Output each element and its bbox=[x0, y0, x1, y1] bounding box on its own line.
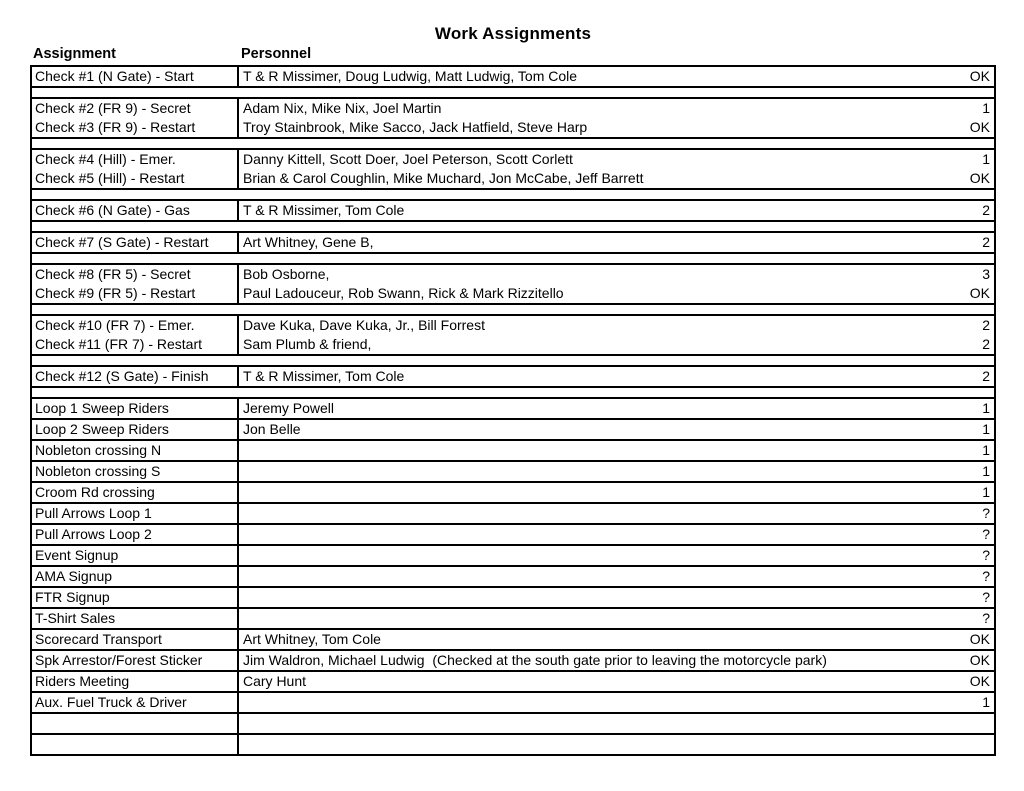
status-cell: 2 bbox=[982, 202, 990, 218]
personnel-cell bbox=[239, 588, 954, 607]
group-separator bbox=[30, 88, 996, 97]
status-cell: 2 bbox=[982, 368, 990, 384]
group-separator bbox=[30, 388, 996, 397]
column-header-assignment: Assignment bbox=[33, 46, 116, 62]
assignment-cell: Check #9 (FR 5) - Restart bbox=[32, 284, 239, 303]
table-row bbox=[32, 265, 994, 284]
group-separator bbox=[30, 254, 996, 263]
personnel-cell: Jeremy Powell bbox=[243, 400, 335, 416]
status-cell: ? bbox=[982, 610, 990, 626]
personnel-cell bbox=[239, 714, 954, 733]
personnel-cell: Cary Hunt bbox=[243, 673, 307, 689]
check-group bbox=[30, 148, 996, 190]
column-header-personnel: Personnel bbox=[241, 46, 312, 62]
group-separator bbox=[30, 305, 996, 314]
assignment-cell: Loop 1 Sweep Riders bbox=[32, 399, 239, 418]
table-row bbox=[32, 609, 994, 630]
assignment-cell: Check #11 (FR 7) - Restart bbox=[32, 335, 239, 354]
table-row bbox=[32, 367, 994, 386]
personnel-cell bbox=[239, 504, 954, 523]
check-group bbox=[30, 199, 996, 222]
personnel-cell: Jim Waldron, Michael Ludwig (Checked at the south gate prior to leaving the motorcycle park) bbox=[243, 652, 827, 668]
group-separator bbox=[30, 190, 996, 199]
table-row bbox=[32, 150, 994, 169]
status-cell: 1 bbox=[982, 463, 990, 479]
status-cell: 2 bbox=[982, 234, 990, 250]
assignment-cell bbox=[32, 735, 239, 754]
group-separator bbox=[30, 139, 996, 148]
status-cell: ? bbox=[982, 568, 990, 584]
assignment-cell: AMA Signup bbox=[32, 567, 239, 586]
personnel-cell bbox=[239, 462, 954, 481]
personnel-cell: Troy Stainbrook, Mike Sacco, Jack Hatfield, Steve Harp bbox=[243, 119, 588, 135]
assignment-cell: Event Signup bbox=[32, 546, 239, 565]
personnel-cell: T & R Missimer, Tom Cole bbox=[243, 202, 405, 218]
status-cell: OK bbox=[969, 68, 990, 84]
table-row bbox=[32, 525, 994, 546]
status-cell: ? bbox=[982, 589, 990, 605]
status-cell: 1 bbox=[982, 100, 990, 116]
group-separator bbox=[30, 356, 996, 365]
status-cell: OK bbox=[969, 673, 990, 689]
table-row bbox=[32, 483, 994, 504]
status-cell: ? bbox=[982, 526, 990, 542]
table-row bbox=[32, 546, 994, 567]
status-cell: 2 bbox=[982, 317, 990, 333]
assignment-cell: Spk Arrestor/Forest Sticker bbox=[32, 651, 239, 670]
personnel-cell: Art Whitney, Gene B, bbox=[243, 234, 374, 250]
table-row bbox=[32, 693, 994, 714]
status-cell: 1 bbox=[982, 694, 990, 710]
status-cell: 1 bbox=[982, 151, 990, 167]
table-row bbox=[32, 735, 994, 756]
task-grid bbox=[30, 397, 996, 756]
column-headers bbox=[30, 46, 996, 62]
assignment-cell: Croom Rd crossing bbox=[32, 483, 239, 502]
assignment-cell: Loop 2 Sweep Riders bbox=[32, 420, 239, 439]
assignment-cell: T-Shirt Sales bbox=[32, 609, 239, 628]
personnel-cell: Adam Nix, Mike Nix, Joel Martin bbox=[243, 100, 442, 116]
table-row bbox=[32, 118, 994, 137]
status-cell: ? bbox=[982, 505, 990, 521]
status-cell: OK bbox=[969, 652, 990, 668]
assignment-cell: Check #1 (N Gate) - Start bbox=[32, 67, 239, 86]
assignment-cell: Check #6 (N Gate) - Gas bbox=[32, 201, 239, 220]
status-cell bbox=[954, 714, 994, 733]
personnel-cell: Brian & Carol Coughlin, Mike Muchard, Jon McCabe, Jeff Barrett bbox=[243, 170, 644, 186]
assignment-cell: Check #10 (FR 7) - Emer. bbox=[32, 316, 239, 335]
status-cell: ? bbox=[982, 547, 990, 563]
table-row bbox=[32, 462, 994, 483]
check-group bbox=[30, 314, 996, 356]
table-row bbox=[32, 233, 994, 252]
assignment-cell: Check #8 (FR 5) - Secret bbox=[32, 265, 239, 284]
check-group bbox=[30, 65, 996, 88]
personnel-cell bbox=[239, 525, 954, 544]
status-cell: OK bbox=[969, 119, 990, 135]
assignment-cell: Pull Arrows Loop 1 bbox=[32, 504, 239, 523]
assignment-cell: Check #2 (FR 9) - Secret bbox=[32, 99, 239, 118]
personnel-cell bbox=[239, 735, 954, 754]
table-row bbox=[32, 99, 994, 118]
table-row bbox=[32, 284, 994, 303]
table-row bbox=[32, 588, 994, 609]
status-cell: 1 bbox=[982, 400, 990, 416]
check-group bbox=[30, 231, 996, 254]
personnel-cell bbox=[239, 609, 954, 628]
table-row bbox=[32, 567, 994, 588]
check-group bbox=[30, 97, 996, 139]
assignment-cell: Nobleton crossing S bbox=[32, 462, 239, 481]
personnel-cell: Bob Osborne, bbox=[243, 266, 330, 282]
personnel-cell: T & R Missimer, Doug Ludwig, Matt Ludwig, Tom Cole bbox=[243, 68, 578, 84]
personnel-cell bbox=[239, 441, 954, 460]
assignment-cell: Check #7 (S Gate) - Restart bbox=[32, 233, 239, 252]
table-row bbox=[32, 67, 994, 86]
assignment-cell: Check #12 (S Gate) - Finish bbox=[32, 367, 239, 386]
status-cell: 1 bbox=[982, 484, 990, 500]
check-group bbox=[30, 365, 996, 388]
status-cell: 1 bbox=[982, 442, 990, 458]
group-separator bbox=[30, 222, 996, 231]
status-cell: 1 bbox=[982, 421, 990, 437]
assignment-cell: Check #4 (Hill) - Emer. bbox=[32, 150, 239, 169]
personnel-cell bbox=[239, 693, 954, 712]
assignment-cell: FTR Signup bbox=[32, 588, 239, 607]
check-group bbox=[30, 263, 996, 305]
status-cell: OK bbox=[969, 631, 990, 647]
status-cell: OK bbox=[969, 285, 990, 301]
assignment-cell bbox=[32, 714, 239, 733]
assignment-cell: Scorecard Transport bbox=[32, 630, 239, 649]
table-row bbox=[32, 651, 994, 672]
table-row bbox=[32, 441, 994, 462]
table-row bbox=[32, 399, 994, 420]
assignments-table bbox=[30, 65, 996, 756]
table-row bbox=[32, 630, 994, 651]
assignment-cell: Aux. Fuel Truck & Driver bbox=[32, 693, 239, 712]
status-cell: OK bbox=[969, 170, 990, 186]
personnel-cell: Sam Plumb & friend, bbox=[243, 336, 372, 352]
assignment-cell: Check #5 (Hill) - Restart bbox=[32, 169, 239, 188]
page-title: Work Assignments bbox=[434, 24, 592, 43]
personnel-cell bbox=[239, 567, 954, 586]
personnel-cell: T & R Missimer, Tom Cole bbox=[243, 368, 405, 384]
table-row bbox=[32, 672, 994, 693]
status-cell bbox=[954, 735, 994, 754]
personnel-cell bbox=[239, 546, 954, 565]
personnel-cell: Art Whitney, Tom Cole bbox=[243, 631, 381, 647]
table-row bbox=[32, 169, 994, 188]
assignment-cell: Nobleton crossing N bbox=[32, 441, 239, 460]
table-row bbox=[32, 335, 994, 354]
table-row bbox=[32, 316, 994, 335]
personnel-cell: Dave Kuka, Dave Kuka, Jr., Bill Forrest bbox=[243, 317, 485, 333]
table-row bbox=[32, 201, 994, 220]
assignment-cell: Riders Meeting bbox=[32, 672, 239, 691]
table-row bbox=[32, 420, 994, 441]
personnel-cell: Paul Ladouceur, Rob Swann, Rick & Mark Rizzitello bbox=[243, 285, 564, 301]
status-cell: 3 bbox=[982, 266, 990, 282]
personnel-cell: Danny Kittell, Scott Doer, Joel Peterson, Scott Corlett bbox=[243, 151, 573, 167]
table-row bbox=[32, 714, 994, 735]
personnel-cell: Jon Belle bbox=[243, 421, 301, 437]
personnel-cell bbox=[239, 483, 954, 502]
table-row bbox=[32, 504, 994, 525]
assignment-cell: Check #3 (FR 9) - Restart bbox=[32, 118, 239, 137]
status-cell: 2 bbox=[982, 336, 990, 352]
assignment-cell: Pull Arrows Loop 2 bbox=[32, 525, 239, 544]
